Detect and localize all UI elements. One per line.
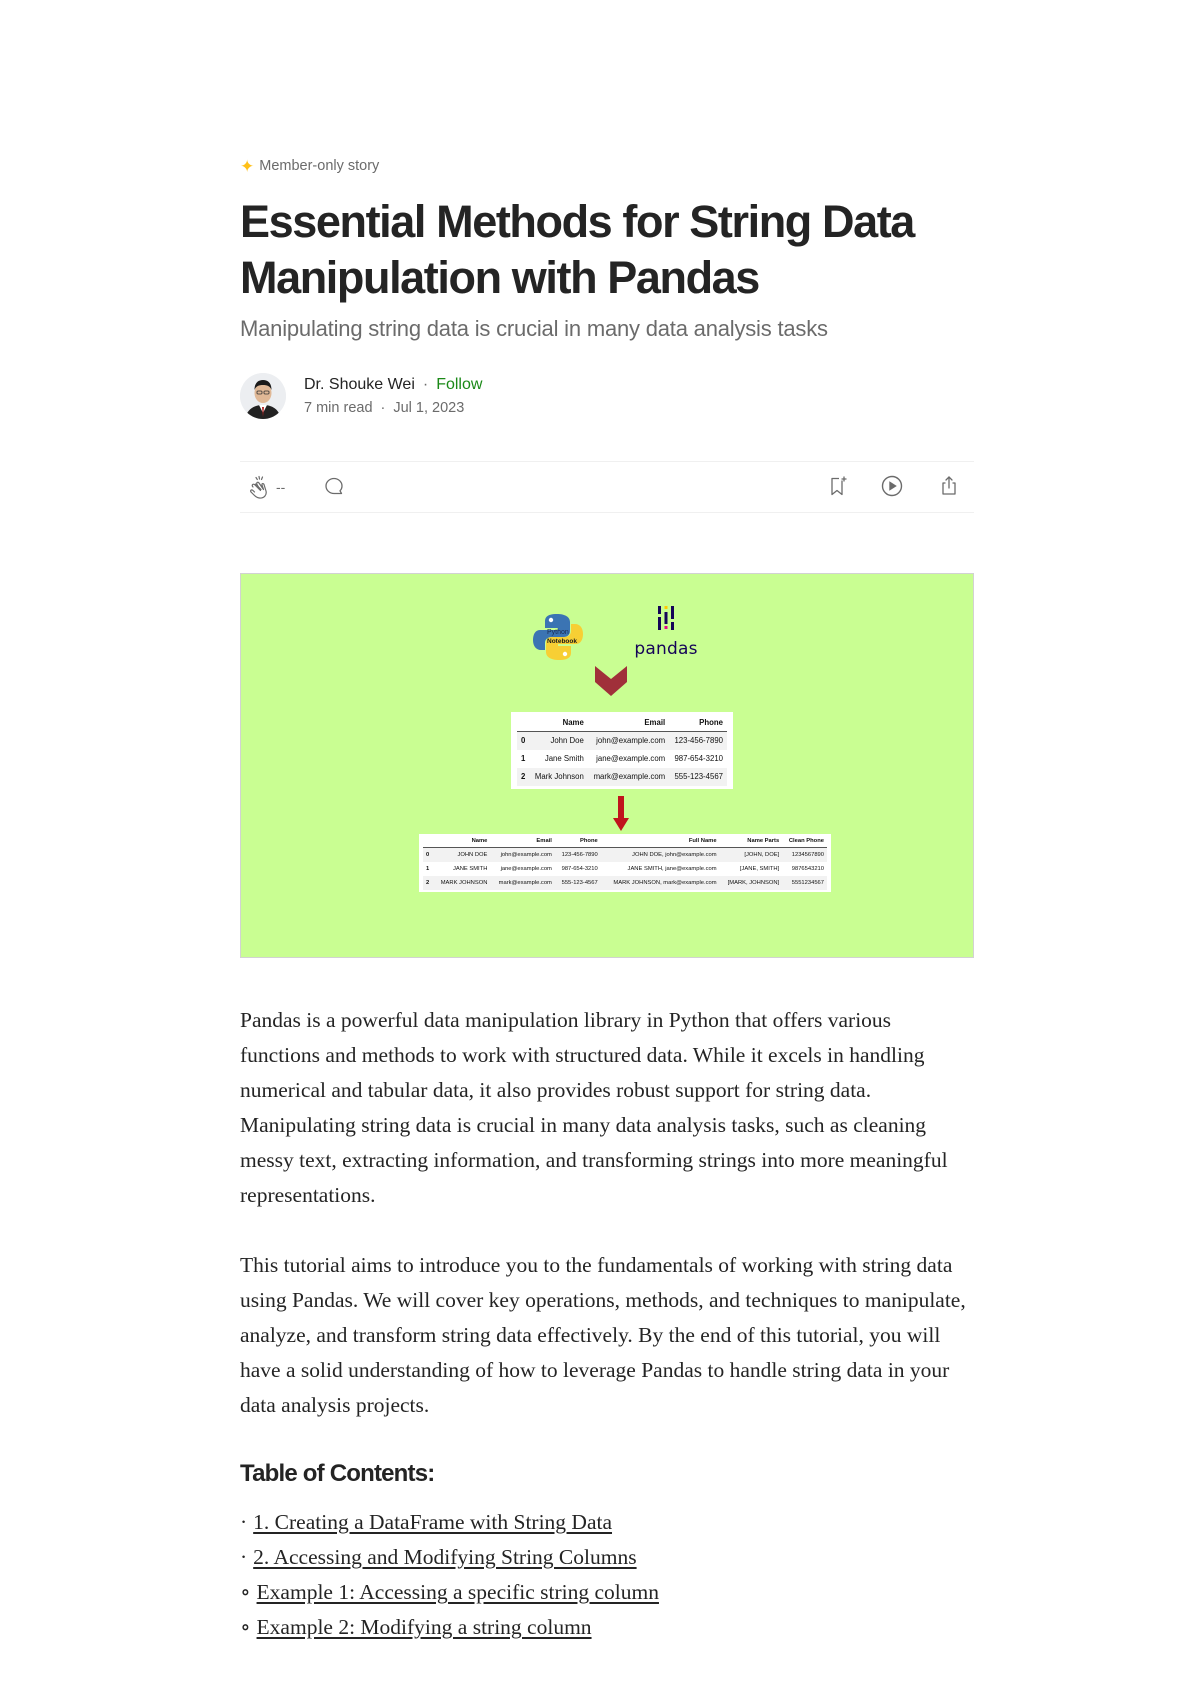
toc-bullet: · (240, 1510, 248, 1534)
table-cell: jane@example.com (500, 866, 552, 872)
table-row (423, 848, 827, 863)
table-cell: 987-654-3210 (561, 866, 598, 872)
table-header: Phone (555, 836, 601, 848)
author-name[interactable]: Dr. Shouke Wei (304, 376, 415, 393)
table-cell: 0 (517, 732, 530, 751)
comment-icon (322, 474, 346, 498)
table-cell: Jane Smith (544, 754, 584, 763)
table-row (517, 732, 727, 751)
avatar[interactable] (240, 373, 286, 419)
table-of-contents (240, 1505, 659, 1645)
article-body (240, 1003, 974, 1423)
star-icon: ✦ (240, 156, 255, 176)
table-cell: 555-123-4567 (669, 768, 727, 786)
table-cell: mark@example.com (588, 768, 669, 786)
table-row (517, 750, 727, 768)
list-item (240, 1540, 659, 1575)
listen-button[interactable] (880, 474, 904, 498)
table-cell: 123-456-7890 (555, 848, 601, 863)
table-cell: [MARK, JOHNSON] (720, 876, 783, 890)
pandas-wordmark: pandas (634, 639, 698, 659)
table-header (517, 715, 530, 732)
follow-button[interactable]: Follow (436, 376, 483, 393)
save-button[interactable] (826, 474, 850, 498)
read-time: 7 min read (304, 400, 373, 416)
table-row (423, 862, 827, 876)
table-row (423, 876, 827, 890)
table-cell: 123-456-7890 (669, 732, 727, 751)
table-cell: JANE SMITH, jane@example.com (627, 866, 717, 872)
table-header: Name (433, 836, 490, 848)
notebook-label: Notebook (547, 638, 577, 645)
toc-link[interactable]: 1. Creating a DataFrame with String Data (253, 1510, 613, 1534)
share-icon (937, 474, 961, 498)
table-cell: JOHN DOE, john@example.com (601, 848, 720, 863)
table-row (517, 768, 727, 786)
table-cell: Mark Johnson (530, 768, 588, 786)
pandas-logo (621, 604, 711, 659)
table-header: Name Parts (720, 836, 783, 848)
article-subtitle: Manipulating string data is crucial in many data analysis tasks (240, 316, 828, 341)
table-header (423, 836, 433, 848)
table-cell: 2 (517, 768, 530, 786)
hero-image (240, 573, 974, 958)
toc-link[interactable]: Example 2: Modifying a string column (256, 1615, 592, 1639)
clap-button[interactable] (248, 474, 285, 500)
separator-dot: · (380, 400, 386, 416)
member-only-badge (240, 156, 379, 176)
source-dataframe-table (511, 712, 733, 789)
paragraph: Pandas is a powerful data manipulation library in Python that offers various functions and methods to work with structured data. While it excels in handling numerical and tabular data, it also provides robust support for string data. Manipulating string data is crucial in many data analysis tasks, such as cleaning messy text, extracting information, and transforming strings into more meaningful representations. (240, 1008, 948, 1207)
table-cell: 1 (521, 754, 526, 763)
toc-bullet: ∘ (240, 1580, 251, 1604)
table-cell: MARK JOHNSON, mark@example.com (601, 876, 720, 890)
share-button[interactable] (937, 474, 961, 498)
table-header: Email (588, 715, 669, 732)
publish-date: Jul 1, 2023 (393, 400, 465, 416)
article-action-bar (240, 461, 974, 513)
toc-heading: Table of Contents: (240, 1460, 435, 1487)
list-item (240, 1575, 659, 1610)
table-cell: 9876543210 (791, 866, 824, 872)
table-header: Email (490, 836, 554, 848)
table-cell: [JANE, SMITH] (739, 866, 780, 872)
table-header: Phone (669, 715, 727, 732)
result-dataframe-table (419, 834, 831, 892)
table-cell: john@example.com (490, 848, 554, 863)
author-block (240, 372, 482, 420)
table-cell: 1234567890 (782, 848, 827, 863)
play-icon (880, 474, 904, 498)
table-cell: [JOHN, DOE] (720, 848, 783, 863)
table-cell: 2 (423, 876, 433, 890)
toc-bullet: ∘ (240, 1615, 251, 1639)
comment-button[interactable] (322, 474, 346, 498)
table-cell: JOHN DOE (433, 848, 490, 863)
table-cell: 5551234567 (782, 876, 827, 890)
table-cell: JANE SMITH (452, 866, 488, 872)
toc-bullet: · (240, 1545, 248, 1569)
toc-link[interactable]: 2. Accessing and Modifying String Columns (253, 1545, 637, 1569)
table-cell: MARK JOHNSON (433, 876, 490, 890)
table-header: Full Name (601, 836, 720, 848)
table-cell: john@example.com (588, 732, 669, 751)
python-label: Python (547, 629, 569, 636)
table-cell: jane@example.com (596, 754, 666, 763)
clap-icon (248, 474, 272, 500)
toc-link[interactable]: Example 1: Accessing a specific string column (256, 1580, 659, 1604)
table-header: Name (530, 715, 588, 732)
table-cell: 555-123-4567 (555, 876, 601, 890)
member-only-label: Member-only story (259, 158, 380, 174)
table-cell: 0 (423, 848, 433, 863)
list-item (240, 1610, 659, 1645)
python-notebook-logo (531, 610, 585, 664)
table-header: Clean Phone (782, 836, 827, 848)
table-cell: mark@example.com (490, 876, 554, 890)
table-cell: John Doe (530, 732, 588, 751)
separator-dot: · (422, 376, 429, 393)
clap-count: -- (276, 479, 286, 495)
paragraph: This tutorial aims to introduce you to the fundamentals of working with string data using Pandas. We will cover key operations, methods, and techniques to manipulate, analyze, and transform string data effectively. By the end of this tutorial, you will have a solid understanding of how to leverage Pandas to handle string data in your data analysis projects. (240, 1253, 966, 1417)
table-cell: 1 (426, 866, 430, 872)
list-item (240, 1505, 659, 1540)
chevron-down-icon (593, 664, 629, 703)
bookmark-add-icon (826, 474, 850, 498)
table-cell: 987-654-3210 (674, 754, 723, 763)
arrow-down-icon (613, 796, 629, 837)
article-title: Essential Methods for String Data Manipulation with Pandas (240, 196, 914, 303)
